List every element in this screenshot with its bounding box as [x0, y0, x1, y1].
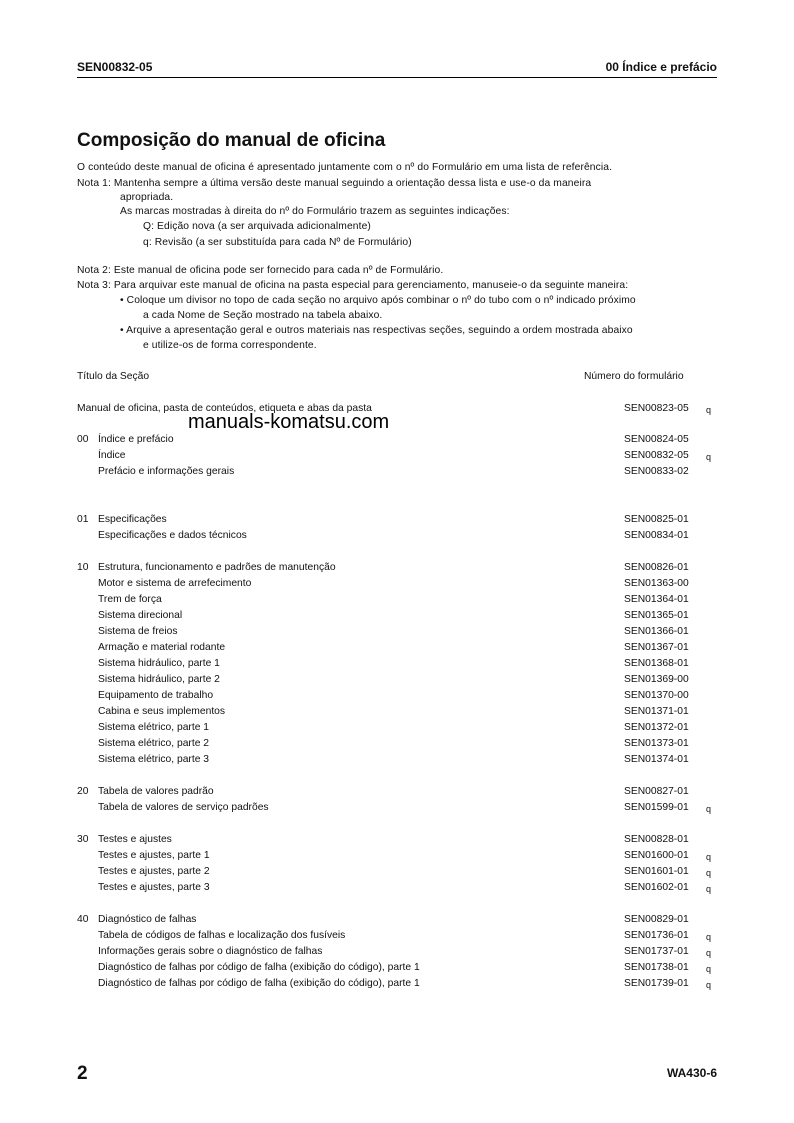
column-header-title: Título da Seção [77, 371, 150, 382]
revision-mark: q [706, 964, 712, 974]
revision-mark: q [706, 948, 712, 958]
form-number: SEN01738-01 [624, 962, 689, 973]
column-header-form: Número do formulário [584, 371, 684, 382]
section-title: Sistema direcional [98, 610, 183, 621]
form-number: SEN01374-01 [624, 754, 689, 765]
note-2-line: Nota 2: Este manual de oficina pode ser fornecido para cada nº de Formulário. [77, 265, 444, 276]
form-number: SEN01364-01 [624, 594, 689, 605]
marks-intro: As marcas mostradas à direita do nº do Formulário trazem as seguintes indicações: [120, 206, 510, 217]
form-number: SEN01365-01 [624, 610, 689, 621]
form-number: SEN00829-01 [624, 914, 689, 925]
note-3-bullet-2: • Arquive a apresentação geral e outros materiais nas respectivas seções, seguindo a ordem mostrada abaixo [120, 325, 633, 336]
section-title: Testes e ajustes [98, 834, 172, 845]
note-3-line: Nota 3: Para arquivar este manual de oficina na pasta especial para gerenciamento, manuseie-o da seguinte maneira: [77, 280, 629, 291]
section-title: Sistema elétrico, parte 3 [98, 754, 210, 765]
revision-mark: q [706, 804, 712, 814]
form-number: SEN01737-01 [624, 946, 689, 957]
form-number: SEN01363-00 [624, 578, 689, 589]
form-number: SEN00827-01 [624, 786, 689, 797]
header-doc-code: SEN00832-05 [77, 60, 153, 74]
mark-new-edition: Q: Edição nova (a ser arquivada adicionalmente) [143, 221, 371, 232]
section-code: 40 [77, 914, 89, 925]
form-number: SEN01739-01 [624, 978, 689, 989]
page-title: Composição do manual de oficina [77, 130, 386, 151]
section-title: Sistema elétrico, parte 1 [98, 722, 210, 733]
intro-line: O conteúdo deste manual de oficina é apresentado juntamente com o nº do Formulário em uma lista de referência. [77, 162, 613, 173]
section-title: Diagnóstico de falhas [98, 914, 197, 925]
note-1-line: Nota 1: Mantenha sempre a última versão deste manual seguindo a orientação dessa lista e use-o da maneira [77, 178, 592, 189]
section-title: Motor e sistema de arrefecimento [98, 578, 252, 589]
revision-mark: q [706, 868, 712, 878]
section-title: Sistema elétrico, parte 2 [98, 738, 210, 749]
section-code: 30 [77, 834, 89, 845]
form-number: SEN00823-05 [624, 403, 689, 414]
section-title: Sistema hidráulico, parte 2 [98, 674, 220, 685]
section-title: Sistema hidráulico, parte 1 [98, 658, 220, 669]
mark-revision: q: Revisão (a ser substituída para cada Nº de Formulário) [143, 237, 412, 248]
model-code: WA430-6 [666, 1066, 717, 1080]
section-title: Trem de força [98, 594, 162, 605]
section-code: 01 [77, 514, 89, 525]
section-title: Manual de oficina, pasta de conteúdos, etiqueta e abas da pasta [77, 403, 372, 414]
form-number: SEN00832-05 [624, 450, 689, 461]
watermark-text: manuals-komatsu.com [188, 411, 390, 433]
section-title: Índice [98, 450, 126, 461]
form-number: SEN00824-05 [624, 434, 689, 445]
section-title: Diagnóstico de falhas por código de falha (exibição do código), parte 1 [98, 978, 420, 989]
section-title: Testes e ajustes, parte 3 [98, 882, 210, 893]
section-code: 00 [77, 434, 89, 445]
section-title: Especificações e dados técnicos [98, 530, 247, 541]
section-title: Índice e prefácio [98, 434, 174, 445]
revision-mark: q [706, 980, 712, 990]
form-number: SEN01602-01 [624, 882, 689, 893]
form-number: SEN00825-01 [624, 514, 689, 525]
section-title: Testes e ajustes, parte 1 [98, 850, 210, 861]
section-title: Tabela de valores padrão [98, 786, 214, 797]
form-number: SEN01373-01 [624, 738, 689, 749]
revision-mark: q [706, 452, 712, 462]
form-number: SEN00826-01 [624, 562, 689, 573]
section-code: 20 [77, 786, 89, 797]
section-title: Especificações [98, 514, 167, 525]
form-number: SEN00834-01 [624, 530, 689, 541]
form-number: SEN01599-01 [624, 802, 689, 813]
form-number: SEN01600-01 [624, 850, 689, 861]
form-number: SEN01367-01 [624, 642, 689, 653]
section-title: Prefácio e informações gerais [98, 466, 235, 477]
form-number: SEN01366-01 [624, 626, 689, 637]
page-number: 2 [77, 1063, 88, 1084]
section-title: Tabela de valores de serviço padrões [98, 802, 269, 813]
section-title: Armação e material rodante [98, 642, 226, 653]
section-title: Tabela de códigos de falhas e localização dos fusíveis [98, 930, 346, 941]
revision-mark: q [706, 852, 712, 862]
revision-mark: q [706, 884, 712, 894]
form-number: SEN01601-01 [624, 866, 689, 877]
form-number: SEN01369-00 [624, 674, 689, 685]
section-title: Equipamento de trabalho [98, 690, 214, 701]
form-number: SEN01368-01 [624, 658, 689, 669]
section-title: Estrutura, funcionamento e padrões de manutenção [98, 562, 336, 573]
section-title: Informações gerais sobre o diagnóstico de falhas [98, 946, 323, 957]
note-3-bullet-1-cont: a cada Nome de Seção mostrado na tabela abaixo. [143, 310, 383, 321]
header-section: 00 Índice e prefácio [605, 60, 717, 74]
section-title: Diagnóstico de falhas por código de falha (exibição do código), parte 1 [98, 962, 420, 973]
section-code: 10 [77, 562, 89, 573]
form-number: SEN00833-02 [624, 466, 689, 477]
form-number: SEN01372-01 [624, 722, 689, 733]
note-1-continuation: apropriada. [120, 192, 174, 203]
revision-mark: q [706, 405, 712, 415]
section-title: Sistema de freios [98, 626, 178, 637]
header-rule [77, 77, 717, 78]
section-title: Testes e ajustes, parte 2 [98, 866, 210, 877]
form-number: SEN01736-01 [624, 930, 689, 941]
note-3-bullet-1: • Coloque um divisor no topo de cada seção no arquivo após combinar o nº do tubo com o nº indicado próximo [120, 295, 636, 306]
note-3-bullet-2-cont: e utilize-os de forma correspondente. [143, 340, 317, 351]
section-title: Cabina e seus implementos [98, 706, 226, 717]
form-number: SEN01371-01 [624, 706, 689, 717]
revision-mark: q [706, 932, 712, 942]
form-number: SEN00828-01 [624, 834, 689, 845]
form-number: SEN01370-00 [624, 690, 689, 701]
